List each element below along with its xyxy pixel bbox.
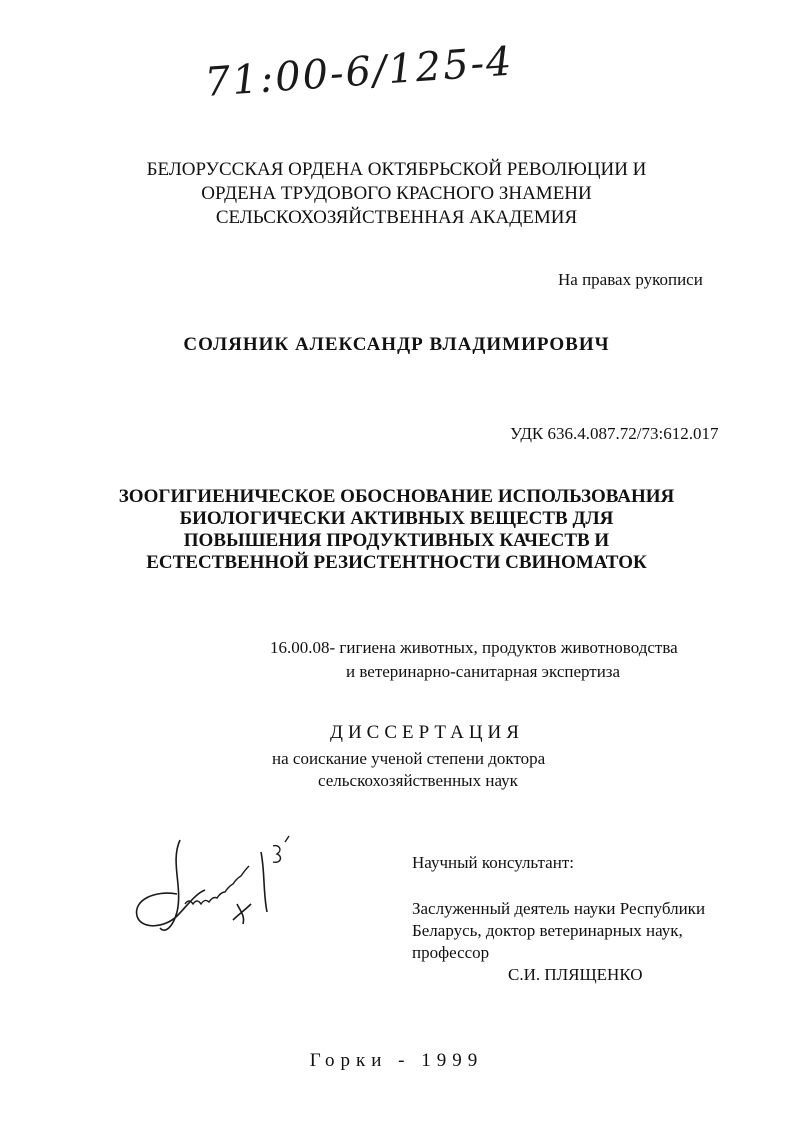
dissertation-title-line-1: ЗООГИГИЕНИЧЕСКОЕ ОБОСНОВАНИЕ ИСПОЛЬЗОВАНИЯ xyxy=(118,486,675,507)
udk-code: УДК 636.4.087.72/73:612.017 xyxy=(510,424,719,443)
specialty-line-1: 16.00.08- гигиена животных, продуктов животноводства xyxy=(270,638,678,657)
consultant-label: Научный консультант: xyxy=(412,853,574,872)
handwritten-signature xyxy=(125,832,305,942)
degree-line-1: на соискание ученой степени доктора xyxy=(272,749,546,768)
degree-line-2: сельскохозяйственных наук xyxy=(318,771,518,790)
specialty-line-2: и ветеринарно-санитарная экспертиза xyxy=(346,662,621,681)
consultant-line-1: Заслуженный деятель науки Республики xyxy=(412,899,706,918)
dissertation-heading: ДИССЕРТАЦИЯ xyxy=(330,722,524,743)
institution-line-3: СЕЛЬСКОХОЗЯЙСТВЕННАЯ АКАДЕМИЯ xyxy=(215,207,578,228)
author-name: СОЛЯНИК АЛЕКСАНДР ВЛАДИМИРОВИЧ xyxy=(183,334,610,355)
consultant-name: С.И. ПЛЯЩЕНКО xyxy=(508,965,643,984)
archive-code: 71:00-6/125-4 xyxy=(203,38,515,106)
dissertation-title-line-4: ЕСТЕСТВЕННОЙ РЕЗИСТЕНТНОСТИ СВИНОМАТОК xyxy=(146,552,647,573)
manuscript-rights: На правах рукописи xyxy=(558,270,703,289)
dissertation-title-line-2: БИОЛОГИЧЕСКИ АКТИВНЫХ ВЕЩЕСТВ ДЛЯ xyxy=(179,508,614,529)
institution-line-2: ОРДЕНА ТРУДОВОГО КРАСНОГО ЗНАМЕНИ xyxy=(201,183,592,204)
city-year: Горки - 1999 xyxy=(309,1050,484,1071)
consultant-line-3: профессор xyxy=(412,943,490,962)
consultant-line-2: Беларусь, доктор ветеринарных наук, xyxy=(412,921,683,940)
institution-line-1: БЕЛОРУССКАЯ ОРДЕНА ОКТЯБРЬСКОЙ РЕВОЛЮЦИИ И xyxy=(146,159,647,180)
dissertation-title-line-3: ПОВЫШЕНИЯ ПРОДУКТИВНЫХ КАЧЕСТВ И xyxy=(183,530,610,551)
